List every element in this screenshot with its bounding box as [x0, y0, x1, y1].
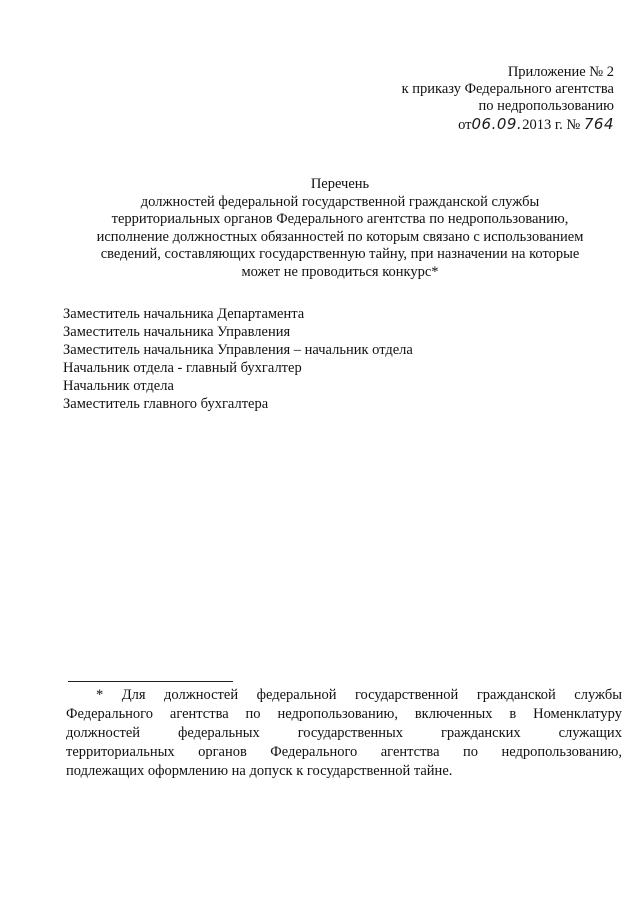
appendix-date-line	[402, 116, 614, 134]
title-line: может не проводиться конкурс*	[241, 263, 439, 280]
appendix-order-ref: к приказу Федерального агентства	[401, 81, 614, 97]
list-item: Заместитель главного бухгалтера	[63, 396, 269, 412]
footnote-word: гражданской	[476, 687, 556, 703]
footnote-word: должностей	[66, 725, 141, 741]
footnote-word: государственной	[354, 687, 459, 703]
handwritten-date: 06.09.	[471, 115, 523, 133]
title-line: исполнение должностных обязанностей по которым связано с использованием	[96, 228, 584, 245]
appendix-agency: по недропользованию	[478, 98, 614, 114]
positions-list	[63, 305, 413, 413]
list-item: Начальник отдела - главный бухгалтер	[63, 360, 302, 376]
footnote	[66, 686, 622, 781]
footnote-word: агентства	[380, 744, 440, 760]
date-prefix: от	[458, 117, 472, 133]
footnote-word: государственных	[297, 725, 404, 741]
list-item: Заместитель начальника Управления – начальник отдела	[63, 342, 413, 358]
footnote-line: подлежащих оформлению на допуск к государственной тайне.	[66, 763, 453, 779]
footnote-word: службы	[574, 687, 622, 703]
footnote-line	[66, 724, 622, 743]
footnote-word: Для	[121, 687, 146, 703]
title-line: сведений, составляющих государственную тайну, при назначении на которые	[100, 246, 580, 262]
footnote-word: по	[462, 744, 478, 760]
list-item: Начальник отдела	[63, 378, 174, 394]
footnote-word: должностей	[164, 687, 239, 703]
footnote-word: органов	[198, 744, 247, 760]
year-text: 2013 г. №	[522, 117, 581, 133]
footnote-word: федеральной	[256, 687, 337, 703]
footnote-word: *	[96, 687, 104, 703]
handwritten-number: 764	[583, 115, 614, 133]
list-item: Заместитель начальника Департамента	[63, 306, 305, 322]
footnote-word: включенных	[414, 706, 493, 722]
list-item: Заместитель начальника Управления	[63, 324, 291, 340]
footnote-word: недропользованию,	[277, 706, 398, 722]
footnote-word: гражданских	[440, 725, 521, 741]
footnote-word: Федерального	[270, 744, 358, 760]
title-line: территориальных органов Федерального агентства по недропользованию,	[111, 211, 569, 227]
footnote-word: недропользованию,	[501, 744, 622, 760]
title-heading: Перечень	[310, 176, 370, 192]
footnote-word: агентства	[169, 706, 229, 722]
title-line: должностей федеральной государственной гражданской службы	[140, 193, 540, 210]
footnote-word: Федерального	[66, 706, 154, 722]
footnote-line	[66, 705, 622, 724]
appendix-number: Приложение № 2	[507, 64, 614, 80]
footnote-line	[66, 743, 622, 762]
footnote-word: в	[509, 706, 517, 722]
footnote-divider	[68, 681, 233, 682]
footnote-word: федеральных	[177, 725, 260, 741]
footnote-word: территориальных	[66, 744, 175, 760]
footnote-line	[66, 686, 622, 705]
appendix-header	[402, 64, 614, 134]
footnote-word: Номенклатуру	[533, 706, 622, 722]
footnote-word: служащих	[558, 725, 622, 741]
document-title	[60, 176, 620, 281]
footnote-word: по	[245, 706, 261, 722]
